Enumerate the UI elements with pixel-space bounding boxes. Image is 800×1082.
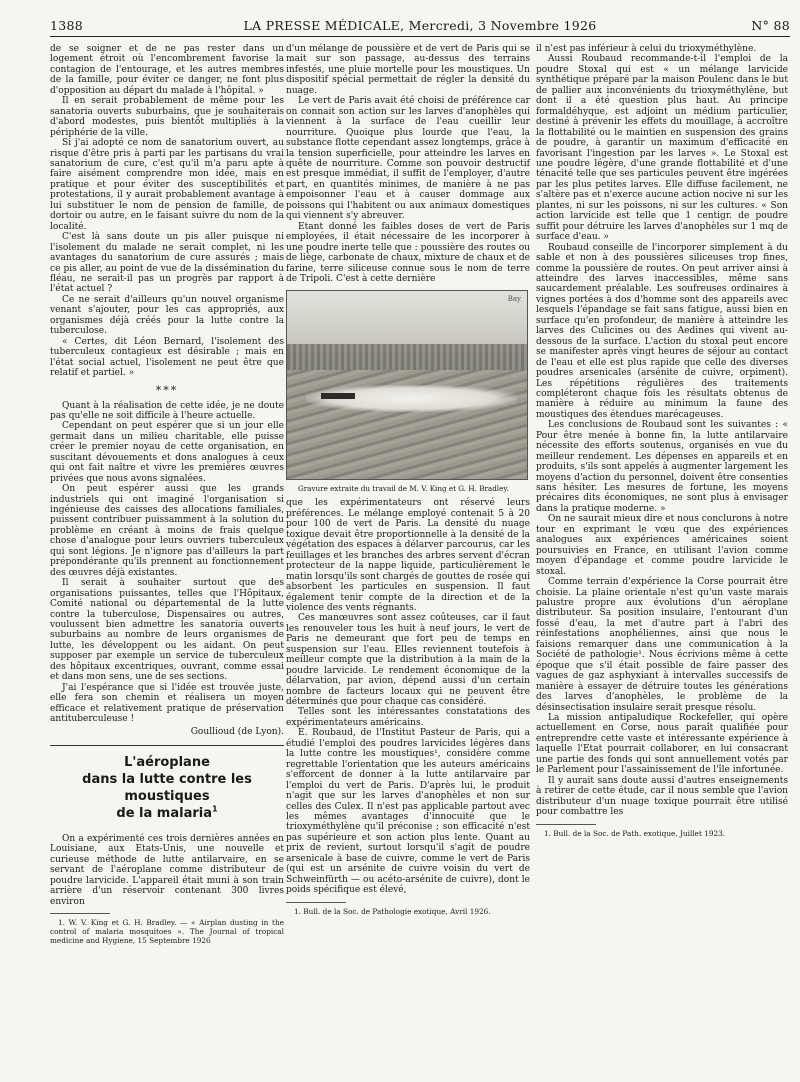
paragraph: Les conclusions de Roubaud sont les suivantes : « Pour être menée à bonne fin, la lutte antilarvaire nécessite des efforts soutenus, organisés en vue du meilleur rendement. Les dépenses en appareils et en produits, s'ils sont appelés à augmenter largement les moyens d'action du personnel, doivent être consenties sans hésiter. Les mesures de fortune, les moyens précaires dits économiques, ne sont plus à envisager dans la pratique moderne. » [536, 420, 788, 514]
paragraph: Telles sont les intéressantes constatations des expérimentateurs américains. [286, 707, 530, 728]
paragraph: de se soigner et de ne pas rester dans un logement étroit où l'encombrement favorise la contagion de l'entourage, et les autres membres de la famille, pour éviter ce danger, ne font plus d'opposition au départ du malade à l'hôpital. » [50, 44, 284, 96]
footnote: 1. W. V. King et G. H. Bradley. — « Airplan dusting in the control of malaria mosquitoes ». The Journal of tropical medicine and Hygiene, 15 Septembre 1926 [50, 918, 284, 946]
paragraph: Cependant on peut espérer que si un jour elle germait dans un milieu charitable, elle puisse créer le premier noyau de cette organisation, en suscitant dévouements et dons analogues à ceux qui ont fait naître et vivre les premières œuvres privées que nous avons signalées. [50, 421, 284, 484]
paragraph: Etant donné les faibles doses de vert de Paris employées, il était nécessaire de les incorporer à une poudre inerte telle que : poussière des routes ou de liège, carbonate de chaux, mixture de chaux et de farine, terre siliceuse connue sous le nom de terre de Tripoli. C'est à cette dernière [286, 221, 530, 284]
paragraph: Ce ne serait d'ailleurs qu'un nouvel organisme venant s'ajouter, pour les cas appropriés, aux organismes déjà créés pour la lutte contre la tuberculose. [50, 294, 284, 337]
section-separator: *** [155, 383, 179, 397]
paragraph: On peut espérer aussi que les grands industriels qui ont imaginé l'organisation si ingénieuse des caisses des allocations familiales, puissent contribuer puissamment à la solution du problème en créant à moins de frais quelque chose d'analogue pour leurs ouvriers tuberculeux qui sont légions. Je n'ignore pas d'ailleurs la part prépondérante qu'ils prennent au fonctionnement des œuvres déjà existantes. [50, 484, 284, 578]
page-header [50, 16, 790, 37]
paragraph: Comme terrain d'expérience la Corse pourrait être choisie. La plaine orientale n'est qu'un vaste marais palustre propre aux évolutions d'un aéroplane distributeur. Sa position insulaire, l'entourant d'un fossé d'eau, la met d'autre part à l'abri des réinfestations anophéliennes, ainsi que nous le faisions remarquer dans une communication à la Société de pathologie¹. Nous écrivions même à cette époque que s'il était possible de faire passer des vagues de gaz asphyxiant à intervalles successifs de manière à essayer de détruire toutes les générations des larves d'anophèles, le problème de la désinsectisation insulaire serait presque résolu. [536, 577, 788, 713]
paragraph: Ces manœuvres sont assez coûteuses, car il faut les renouveler tous les huit à neuf jours, le vert de Paris ne demeurant que fort peu de temps en suspension sur l'eau. Elles reviennent toutefois à meilleur compte que la distribution à la main de la poudre larvicide. Le rendement économique de la délarvation, par avion, dépend aussi d'un certain nombre de facteurs locaux qui ne peuvent être déterminés que pour chaque cas considéré. [286, 613, 530, 708]
column-3 [536, 44, 788, 838]
article-title-line: dans la lutte contre les moustiques [82, 772, 252, 804]
paragraph: On ne saurait mieux dire et nous conclurons à notre tour en exprimant le vœu que des expériences analogues aux expériences américaines soient poursuivies en France, en utilisant l'avion comme moyen d'épandage et comme poudre larvicide le stoxal. [536, 514, 788, 577]
paragraph: « Certes, dit Léon Bernard, l'isolement des tuberculeux contagieux est désirable ; mais en l'état social actuel, l'isolement ne peut être que relatif et partiel. » [50, 336, 284, 379]
article-title-line [50, 805, 284, 822]
footnote-marker: 1 [212, 804, 218, 814]
paragraph: Il en serait probablement de même pour les sanatoria ouverts suburbains, que je souhaiterais d'abord modestes, puis bientôt multipliés à la périphérie de la ville. [50, 96, 284, 138]
footnote-divider [536, 824, 596, 825]
article-title [50, 754, 284, 822]
footnote-divider [286, 902, 346, 903]
paragraph: que les expérimentateurs ont réservé leurs préférences. Le mélange employé contenait 5 à 20 pour 100 de vert de Paris. La densité du nuage toxique devait être proportionnelle à la densité de la végétation des espaces à délarver parcourus, car les feuillages et les branches des arbres servent d'écran protecteur de la nappe liquide, particulièrement le matin lorsqu'ils sont chargés de gouttes de rosée qui absorbent les particules en suspension. Il faut également tenir compte de la direction et de la violence des vents régnants. [286, 498, 530, 613]
divider [50, 745, 284, 746]
paragraph: Le vert de Paris avait été choisi de préférence car on connait son action sur les larves d'anophèles qui viennent à la surface de l'eau cueillir leur nourriture. Quoique plus lourde que l'eau, la substance flotte cependant assez longtemps, grâce à la tension superficielle, pour atteindre les larves en quête de nourriture. Comme son pouvoir destructif est presque immédiat, il suffit de l'employer, d'autre part, en quantités minimes, de manière à ne pas empoisonner l'eau et à causer dommage aux poissons qui l'habitent ou aux animaux domestiques qui viennent s'y abreuver. [286, 96, 530, 222]
figure-caption: Gravure extraite du travail de M. V. King et G. H. Bradley. [298, 484, 509, 494]
footnote-divider [50, 913, 110, 914]
paragraph: il n'est pas inférieur à celui du trioxyméthylène. [536, 44, 757, 54]
column-1 [50, 44, 284, 945]
article-title-line: L'aéroplane [124, 755, 210, 770]
paragraph: E. Roubaud, de l'Institut Pasteur de Paris, qui a étudié l'emploi des poudres larvicides légères dans la lutte contre les moustiques¹, considère comme regrettable l'orientation que les auteurs américains s'efforcent de donner à la lutte antilarvaire par l'emploi du vert de Paris. D'après lui, le produit n'agit que sur les larves d'anophèles et non sur celles des Culex. Il n'est pas applicable partout avec les mêmes avantages d'innocuité que le trioxyméthylène qu'il préconise ; son efficacité n'est pas supérieure et son action plus lente. Quant au prix de revient, surtout lorsqu'il s'agit de poudre arsenicale à base de cuivre, comme le vert de Paris (qui est un arsénite de cuivre voisin du vert de Schweinfürth — ou acéto-arsénite de cuivre), dont le poids spécifique est élevé, [286, 728, 530, 896]
paragraph: Quant à la réalisation de cette idée, je ne doute pas qu'elle ne soit difficile à l'heure actuelle. [50, 400, 284, 421]
footnote: 1. Bull. de la Soc. de Path. exotique, Juillet 1923. [544, 828, 726, 838]
aircraft-dusting-photo [286, 290, 528, 480]
paragraph: Aussi Roubaud recommande-t-il l'emploi de la poudre Stoxal qui est « un mélange larvicide synthétique préparé par la maison Poulenc dans le but de pallier aux inconvénients du trioxyméthylène, but dont il a été question plus haut. Au principe formaldéhyque, est adjoint un médium particulier, destiné à prévenir les effets du mouillage, à accroître la flottabilité ou le maintien en suspension des grains de poudre, à garantir un maximum d'efficacité en favorisant l'ingestion par les larves ». Le Stoxal est une poudre légère, d'une grande flottabilité et d'une ténacité telle que ses particules peuvent être ingérées par les plus petites larves. Elle diffuse facilement, ne s'altère pas et n'exerce aucune action nocive ni sur les plantes, ni sur les poissons, ni sur les cultures. « Son action larvicide est telle que 1 centigr. de poudre suffit pour détruire les larves d'anophèles sur 1 mq de surface d'eau. » [536, 54, 788, 243]
paragraph: C'est là sans doute un pis aller puisque ni l'isolement du malade ne serait complet, ni les avantages du sanatorium de cure assurés ; mais ce pis aller, au point de vue de la dissémination du fléau, ne serait-il pas un progrès par rapport à l'état actuel ? [50, 232, 284, 295]
paragraph: La mission antipaludique Rockefeller, qui opère actuellement en Corse, nous paraît qualifiée pour entreprendre cette vaste et intéressante expérience à laquelle l'Etat pourrait collaborer, en lui consacrant une partie des fonds qui sont annuellement votés par le Parlement pour l'assainissement de l'île infortunée. [536, 713, 788, 776]
paragraph: Il y aurait sans doute aussi d'autres enseignements à retirer de cette étude, car il nous semble que l'avion distributeur d'un nuage toxique pourrait être utilisé pour combattre les [536, 775, 788, 818]
article-title-text: de la malaria [116, 806, 212, 821]
figure-sky [287, 291, 527, 351]
author-signature: Goullioud (de Lyon). [190, 726, 284, 737]
figure-corner-text: Bay [507, 295, 521, 304]
paragraph: On a expérimenté ces trois dernières années en Louisiane, aux Etats-Unis, une nouvelle et curieuse méthode de lutte antilarvaire, en se servant de l'aéroplane comme distributeur de poudre larvicide. L'appareil était muni à son train arrière d'un réservoir contenant 300 livres environ [50, 834, 284, 907]
paragraph: d'un mélange de poussière et de vert de Paris qui se mait sur son passage, au-dessus des terrains infestés, une pluie mortelle pour les moustiques. Un dispositif spécial permettait de régler la densité du nuage. [286, 44, 530, 96]
figure-airplane [321, 393, 355, 399]
issue-number: N° 88 [751, 18, 790, 33]
figure-treeline [287, 344, 527, 370]
journal-title: LA PRESSE MÉDICALE, Mercredi, 3 Novembre 1926 [243, 18, 597, 33]
paragraph: Il serait à souhaiter surtout que des organisations puissantes, telles que l'Hôpitaux, Comité national ou départemental de la lutte contre la tuberculose, Dispensaires ou autres, voulussent bien admettre les sanatoria ouverts suburbains au nombre de leurs organismes de lutte, les développent ou les aidant. On peut supposer par exemple un service de tuberculeux des hôpitaux excentriques, ouvrant, comme essai et dans mon sens, une de ses sections. [50, 578, 284, 683]
paragraph: Si j'ai adopté ce nom de sanatorium ouvert, au risque d'être pris à parti par les partisans du vrai sanatorium de cure, c'est qu'il m'a paru apte à faire aisément comprendre mon idée, mais en pratique et pour éviter des susceptibilités et protestations, il y aurait probablement avantage à lui substituer le nom de pension de famille, de dortoir ou autre, en le faisant suivre du nom de la localité. [50, 138, 284, 232]
paragraph: J'ai l'espérance que si l'idée est trouvée juste, elle fera son chemin et réalisera un moyen efficace et relativement pratique de préservation antituberculeuse ! [50, 682, 284, 725]
footnote: 1. Bull. de la Soc. de Pathologie exotique, Avril 1926. [294, 906, 491, 916]
page-number: 1388 [50, 18, 84, 33]
column-2 [286, 44, 530, 916]
paragraph: Roubaud conseille de l'incorporer simplement à du sable et non à des poussières siliceuses trop fines, comme la poussière de routes. On peut arriver ainsi à atteindre des larves inaccessibles, même sans saucardement préalable. Les soufreuses ordinaires à vignes portées à dos d'homme sont des appareils avec lesquels l'épandage se fait sans fatigue, aussi bien en surface qu'en profondeur, de manière à atteindre les larves des Culicines ou des Aedines qui vivent au-dessous de la surface. L'action du stoxal peut encore se manifester après vingt heures de séjour au contact de l'eau et elle est plus rapide que celle des diverses poudres arsenicales (arsénite de cuivre, orpiment). Les répétitions régulières des traitements compléteront chaque fois les résultats obtenus de manière à réduire au minimum la faune des moustiques des étendues marécageuses. [536, 242, 788, 420]
